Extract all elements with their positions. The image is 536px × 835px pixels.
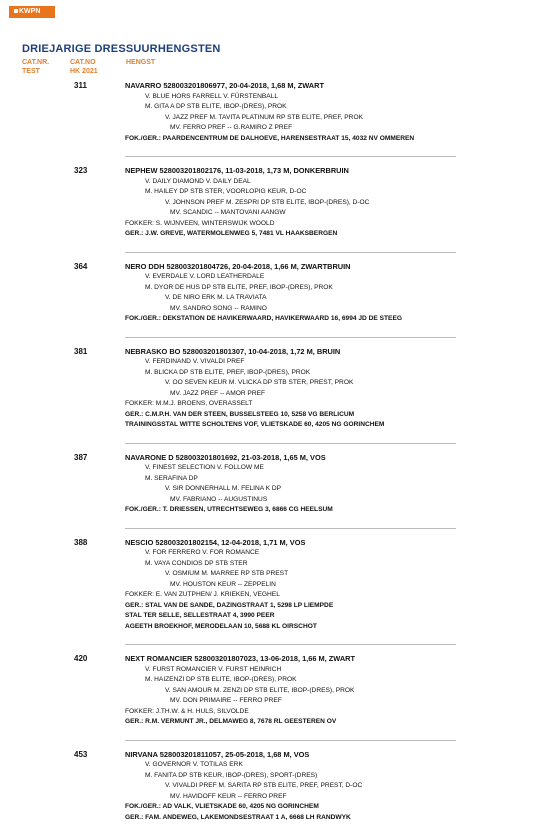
stallion-entry [0, 538, 536, 633]
pedigree-line: FOK./GER.: AD VALK, VLIETSKADE 60, 4205 NG GORINCHEM [125, 803, 319, 810]
pedigree-line: V. SIR DONNERHALL M. FELINA K DP [165, 485, 282, 492]
pedigree-line: V. JAZZ PREF M. TAVITA PLATINUM RP STB ELITE, PREF, PROK [165, 113, 363, 121]
pedigree-line: MV. FABRIANO -- AUGUSTINUS [170, 495, 268, 503]
pedigree-line: V. OSMIUM M. MARREE RP STB PREST [165, 570, 289, 577]
entry-divider [125, 528, 456, 529]
entry-divider [125, 156, 456, 157]
stallion-details [125, 538, 536, 633]
pedigree-line: MV. DON PRIMAIRE -- FERRO PREF [170, 697, 282, 704]
column-header-cat-hk [70, 58, 98, 76]
pedigree-line: M. VAYA CONDIOS DP STB STER [145, 559, 248, 567]
stallion-details [125, 654, 536, 728]
pedigree-line: V. GOVERNOR V. TOTILAS ERK [145, 761, 243, 768]
stallion-details [125, 166, 536, 240]
entry-divider [125, 443, 456, 444]
pedigree-line: GER.: C.M.P.H. VAN DER STEEN, BUSSELSTEEG 10, 5258 VG BERLICUM [125, 410, 355, 418]
stallion-name-line: NESCIO 528003201802154, 12-04-2018, 1,71 M, VOS [125, 537, 306, 547]
pedigree-line: MV. HAVIDOFF KEUR -- FERRO PREF [170, 792, 287, 800]
stallion-entry [0, 347, 536, 431]
pedigree-line: M. GITA A DP STB ELITE, IBOP-(DRES), PROK [145, 103, 287, 110]
stallion-name-line: NAVARONE D 528003201801692, 21-03-2018, 1,65 M, VOS [125, 452, 326, 462]
pedigree-line: V. FINEST SELECTION V. FOLLOW ME [145, 464, 264, 471]
catalog-number: 364 [74, 261, 88, 271]
pedigree-line: MV. HOUSTON KEUR -- ZEPPELIN [170, 580, 276, 588]
pedigree-line: FOK./GER.: DEKSTATION DE HAVIKERWAARD, HAVIKERWAARD 16, 6994 JD DE STEEG [125, 315, 402, 322]
pedigree-line: FOK./GER.: PAARDENCENTRUM DE DALHOEVE, HARENSESTRAAT 15, 4032 NV OMMEREN [125, 134, 415, 142]
stallion-entry [0, 750, 536, 824]
pedigree-line: M. SERAFINA DP [145, 474, 198, 482]
stallion-name-line: NEXT ROMANCIER 528003201807023, 13-06-2018, 1,66 M, ZWART [125, 654, 356, 663]
stallion-details [125, 262, 536, 325]
kwpn-logo [9, 6, 55, 18]
entry-divider [125, 337, 456, 338]
stallion-name-line: NERO DDH 528003201804726, 20-04-2018, 1,66 M, ZWARTBRUIN [125, 261, 351, 271]
catalog-number: 420 [74, 654, 88, 663]
stallion-name-line: NAVARRO 528003201806977, 20-04-2018, 1,68 M, ZWART [125, 81, 324, 90]
pedigree-line: M. FANITA DP STB KEUR, IBOP-(DRES), SPORT-(DRES) [145, 771, 318, 779]
stallion-details [125, 347, 536, 431]
pedigree-line: FOKKER: E. VAN ZUTPHEN/ J. KRIEKEN, VEGHEL [125, 591, 280, 598]
pedigree-line: M. HAIZENZI DP STB ELITE, IBOP-(DRES), PROK [145, 676, 297, 683]
stallion-name-line: NEBRASKO BO 528003201801307, 10-04-2018, 1,72 M, BRUIN [125, 346, 341, 356]
pedigree-line: M. BLICKA DP STB ELITE, PREF, IBOP-(DRES), PROK [145, 368, 311, 376]
stallion-details [125, 750, 536, 824]
catalog-number: 311 [74, 81, 87, 90]
pedigree-line: MV. FERRO PREF -- G.RAMIRO Z PREF [170, 124, 293, 131]
catalog-number: 381 [74, 346, 88, 356]
pedigree-line: MV. SANDRO SONG -- RAMINO [170, 304, 267, 312]
pedigree-line: V. FOR FERRERO V. FOR ROMANCE [145, 549, 260, 556]
column-header-cat-hk-line2: HK 2021 [70, 68, 98, 75]
entry-divider [125, 740, 456, 741]
pedigree-line: TRAININGSSTAL WITTE SCHOLTENS VOF, VLIETSKADE 60, 4205 NG GORINCHEM [125, 421, 385, 428]
pedigree-line: V. DAILY DIAMOND V. DAILY DEAL [145, 177, 251, 185]
stallion-entry [0, 453, 536, 516]
pedigree-line: FOKKER: S. WIJNVEEN, WINTERSWIJK WOOLD [125, 219, 275, 227]
pedigree-line: AGEETH BROEKHOF, MERODELAAN 10, 5688 KL OIRSCHOT [125, 622, 317, 630]
stallion-details [125, 81, 536, 144]
pedigree-line: GER.: R.M. VERMUNT JR., DELMAWEG 8, 7678 RL GEESTEREN OV [125, 718, 337, 725]
pedigree-line: FOKKER: J.TH.W. & H. HULS, SILVOLDE [125, 707, 249, 715]
pedigree-line: FOKKER: M.M.J. BROENS, OVERASSELT [125, 400, 253, 407]
page-title: DRIEJARIGE DRESSUURHENGSTEN [22, 43, 221, 55]
pedigree-line: V. BLUE HORS FARRELL V. FÜRSTENBALL [145, 92, 279, 100]
pedigree-line: V. OO SEVEN KEUR M. VLICKA DP STB STER, PREST, PROK [165, 379, 354, 386]
stallion-details [125, 453, 536, 516]
pedigree-line: GER.: FAM. ANDEWEG, LAKEMONDSESTRAAT 1 A, 6668 LH RANDWYK [125, 813, 351, 821]
pedigree-line: V. JOHNSON PREF M. ZESPRI DP STB ELITE, IBOP-(DRES), D-OC [165, 198, 370, 206]
pedigree-line: STAL TER SELLE, SELLESTRAAT 4, 3990 PEER [125, 612, 275, 619]
catalog-number: 323 [74, 166, 88, 175]
pedigree-line: V. FERDINAND V. VIVALDI PREF [145, 358, 245, 365]
logo-text: KWPN [19, 8, 41, 15]
entry-divider [125, 252, 456, 253]
pedigree-line: V. FURST ROMANCIER V. FURST HEINRICH [145, 665, 282, 673]
catalog-number: 453 [74, 749, 88, 759]
pedigree-line: V. SAN AMOUR M. ZENZI DP STB ELITE, IBOP-(DRES), PROK [165, 686, 355, 694]
pedigree-line: V. EVERDALE V. LORD LEATHERDALE [145, 273, 265, 280]
pedigree-line: V. DE NIRO ERK M. LA TRAVIATA [165, 294, 267, 301]
stallion-name-line: NEPHEW 528003201802176, 11-03-2018, 1,73 M, DONKERBRUIN [125, 166, 349, 175]
stallion-entry [0, 654, 536, 728]
column-header-hengst: HENGST [126, 59, 156, 66]
stallion-list [0, 81, 536, 835]
column-header-cat-hk-line1: CAT.NO [70, 59, 96, 66]
entry-divider [125, 644, 456, 645]
pedigree-line: MV. SCANDIC -- MANTOVANI AANGW [170, 209, 286, 216]
catalog-number: 388 [74, 537, 88, 547]
stallion-name-line: NIRVANA 528003201811057, 25-05-2018, 1,68 M, VOS [125, 749, 310, 759]
pedigree-line: FOK./GER.: T. DRIESSEN, UTRECHTSEWEG 3, 6866 CG HEELSUM [125, 506, 333, 513]
pedigree-line: M. DYOR DE HUS DP STB ELITE, PREF, IBOP-(DRES), PROK [145, 283, 333, 291]
pedigree-line: V. VIVALDI PREF M. SARITA RP STB ELITE, PREF, PREST, D-OC [165, 782, 363, 789]
catalog-number: 387 [74, 452, 88, 462]
column-header-cat-test [22, 58, 49, 76]
column-header-cat-test-line1: CAT.NR. [22, 59, 50, 66]
pedigree-line: M. HAILEY DP STB STER, VOORLOPIG KEUR, D-OC [145, 188, 307, 195]
pedigree-line: MV. JAZZ PREF -- AMOR PREF [170, 389, 266, 397]
column-header-cat-test-line2: TEST [22, 68, 40, 75]
pedigree-line: GER.: STAL VAN DE SANDE, DAZINGSTRAAT 1, 5298 LP LIEMPDE [125, 601, 334, 609]
pedigree-line: GER.: J.W. GREVE, WATERMOLENWEG 5, 7481 VL HAAKSBERGEN [125, 230, 338, 237]
stallion-entry [0, 166, 536, 240]
stallion-entry [0, 81, 536, 144]
stallion-entry [0, 262, 536, 325]
logo-mark-icon [14, 9, 18, 13]
